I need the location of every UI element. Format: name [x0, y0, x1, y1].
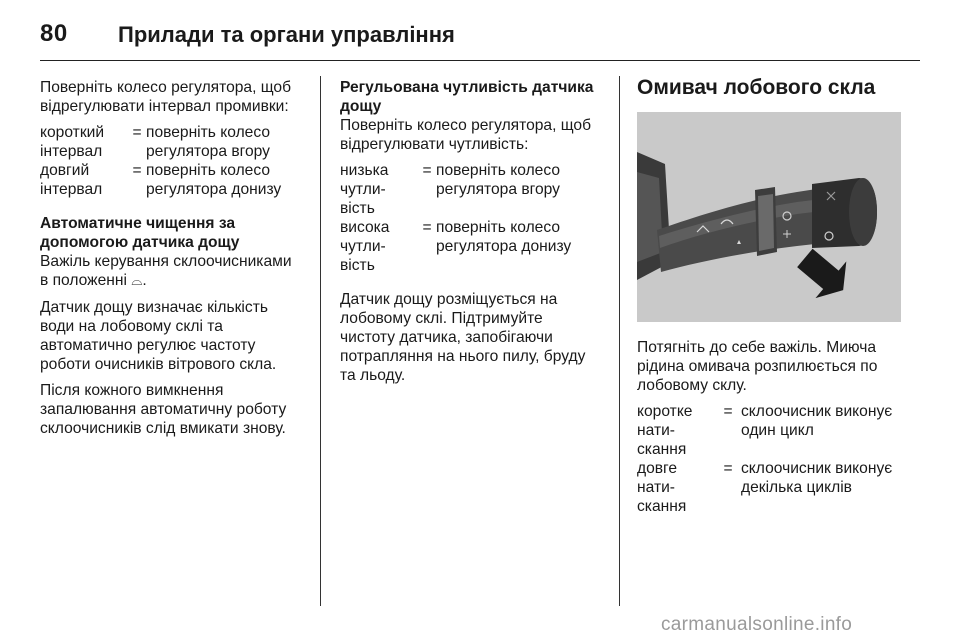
equals-sign: =	[723, 460, 733, 477]
column-right	[637, 78, 903, 531]
column-left	[40, 78, 302, 445]
wiper-lever-icon	[637, 112, 901, 322]
auto-wipe-text	[40, 252, 302, 291]
sensor-text: Датчик дощу визначає кількість води на лобовому склі та автоматично регулює частоту роботи очисників вітрового скла.	[40, 299, 277, 373]
column-divider	[619, 76, 620, 606]
auto-wipe-text-start: Важіль керування склоочисниками в положенні	[40, 253, 292, 289]
definition-term: довгий інтервал	[40, 162, 103, 198]
column-divider	[320, 76, 321, 606]
list-item	[340, 218, 602, 275]
washer-press-list	[637, 402, 903, 516]
definition-description: поверніть колесо регулятора донизу	[146, 162, 282, 198]
definition-description: поверніть колесо регулятора вгору	[146, 124, 270, 160]
list-item	[40, 123, 302, 161]
sensor-cleaning-text: Датчик дощу розміщується на лобовому склі. Підтримуйте чистоту датчика, запобігаючи потрапляння на нього пилу, бруду та льоду.	[340, 291, 586, 384]
definition-description: склоочисник виконує один цикл	[741, 403, 893, 439]
definition-term: коротке нати-скання	[637, 403, 693, 458]
auto-wipe-heading: Автоматичне чищення за допомогою датчика дощу	[40, 215, 240, 251]
definition-description: поверніть колесо регулятора вгору	[436, 162, 560, 198]
equals-sign: =	[422, 219, 432, 236]
page-number: 80	[40, 20, 68, 47]
sensitivity-heading: Регульована чутливість датчика дощу	[340, 79, 594, 115]
list-item	[637, 402, 903, 459]
page-header	[40, 14, 920, 61]
list-item	[40, 161, 302, 199]
equals-sign: =	[132, 162, 142, 179]
definition-term: довге нати-скання	[637, 460, 687, 515]
sensitivity-intro: Поверніть колесо регулятора, щоб відрегулювати чутливість:	[340, 117, 592, 153]
auto-wipe-text-end: .	[142, 272, 147, 289]
ignition-text: Після кожного вимкнення запалювання автоматичну роботу склоочисників слід вмикати знову.	[40, 382, 287, 437]
watermark[interactable]: carmanualsonline.info	[661, 614, 853, 635]
column-middle	[340, 78, 602, 392]
definition-term: низька чутли-вість	[340, 162, 389, 217]
equals-sign: =	[723, 403, 733, 420]
list-item	[637, 459, 903, 516]
list-item	[340, 161, 602, 218]
definition-description: склоочисник виконує декілька циклів	[741, 460, 893, 496]
page-title: Прилади та органи управління	[118, 22, 455, 47]
washer-heading: Омивач лобового скла	[637, 76, 876, 99]
wiper-lever-figure	[637, 112, 901, 322]
interval-intro: Поверніть колесо регулятора, щоб відрегулювати інтервал промивки:	[40, 79, 292, 115]
definition-term: висока чутли-вість	[340, 219, 390, 274]
definition-term: короткий інтервал	[40, 124, 105, 160]
rain-sensor-mode-icon: ⌓	[131, 273, 143, 289]
interval-list	[40, 123, 302, 199]
equals-sign: =	[132, 124, 142, 141]
equals-sign: =	[422, 162, 432, 179]
definition-description: поверніть колесо регулятора донизу	[436, 219, 572, 255]
washer-pull-text: Потягніть до себе важіль. Миюча рідина омивача розпилюється по лобовому склу.	[637, 339, 878, 394]
sensitivity-list	[340, 161, 602, 275]
